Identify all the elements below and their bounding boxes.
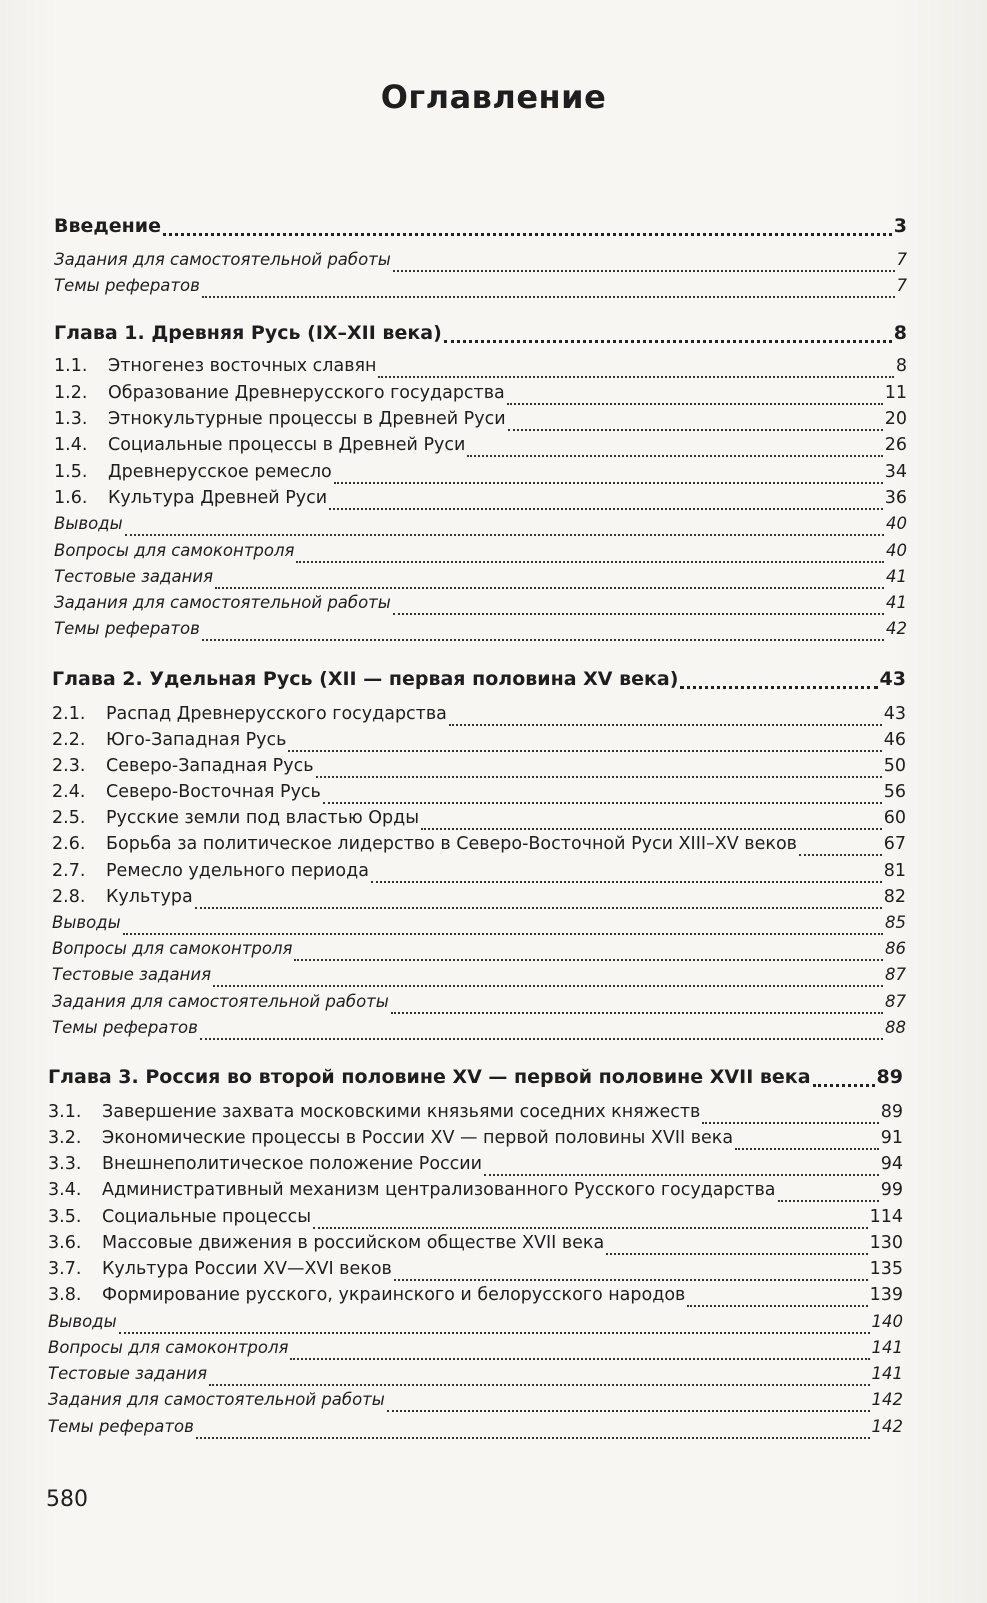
toc-section xyxy=(52,861,906,887)
toc-section-number: 2.3. xyxy=(52,756,86,776)
toc-item xyxy=(48,1417,903,1443)
dot-leader xyxy=(391,1012,883,1014)
toc-item xyxy=(52,1018,906,1044)
toc-label: Внешнеполитическое положение России xyxy=(102,1154,483,1174)
toc-page-number: 142 xyxy=(871,1390,903,1409)
dot-leader xyxy=(449,724,882,726)
toc-page-number: 41 xyxy=(886,593,907,612)
toc-page-number: 82 xyxy=(883,887,906,907)
toc-page-number: 8 xyxy=(893,322,907,344)
toc-page-number: 26 xyxy=(884,435,907,455)
toc-section xyxy=(48,1154,903,1180)
toc-section-number: 3.4. xyxy=(48,1180,82,1200)
toc-label: Социальные процессы xyxy=(102,1207,312,1227)
toc-page-number: 36 xyxy=(884,488,907,508)
toc-label: Северо-Западная Русь xyxy=(106,756,314,776)
toc-page-number: 42 xyxy=(886,619,907,638)
toc-section-number: 1.2. xyxy=(54,383,88,403)
toc-label: Тестовые задания xyxy=(54,567,213,586)
dot-leader xyxy=(196,1437,870,1439)
toc-section xyxy=(48,1259,903,1285)
toc-section-number: 2.8. xyxy=(52,887,86,907)
dot-leader xyxy=(393,613,884,615)
dot-leader xyxy=(202,639,884,641)
dot-leader xyxy=(290,1358,869,1360)
dot-leader xyxy=(378,376,893,378)
toc-section xyxy=(52,704,906,730)
toc-item xyxy=(54,276,907,302)
toc-section xyxy=(48,1285,903,1311)
toc-section xyxy=(48,1128,903,1154)
toc-label: Глава 3. Россия во второй половине XV — первой половине XVII века xyxy=(48,1066,811,1088)
toc-page-number: 3 xyxy=(893,215,907,237)
toc-page-number: 40 xyxy=(886,514,907,533)
toc-page-number: 85 xyxy=(885,913,906,932)
toc-page-number: 141 xyxy=(871,1338,903,1357)
dot-leader xyxy=(119,1332,870,1334)
dot-leader xyxy=(294,959,883,961)
toc-label: Древнерусское ремесло xyxy=(108,462,332,482)
toc-section-number: 2.2. xyxy=(52,730,86,750)
toc-label: Задания для самостоятельной работы xyxy=(54,250,391,269)
dot-leader xyxy=(288,750,881,752)
toc-chapter xyxy=(48,1066,903,1092)
toc-section xyxy=(52,834,906,860)
toc-section xyxy=(54,462,907,488)
dot-leader xyxy=(735,1148,879,1150)
toc-page-number: 67 xyxy=(883,834,906,854)
toc-label: Глава 2. Удельная Русь (XII — первая половина XV века) xyxy=(52,668,679,690)
toc-section-number: 3.8. xyxy=(48,1285,82,1305)
toc-label: Тестовые задания xyxy=(48,1364,207,1383)
toc-label: Северо-Восточная Русь xyxy=(106,782,321,802)
toc-page-number: 43 xyxy=(879,668,906,690)
toc-section xyxy=(54,488,907,514)
toc-label: Тестовые задания xyxy=(52,965,211,984)
toc-label: Задания для самостоятельной работы xyxy=(52,992,389,1011)
toc-page-number: 89 xyxy=(876,1066,903,1088)
toc-section-number: 3.1. xyxy=(48,1102,82,1122)
toc-section-number: 1.3. xyxy=(54,409,88,429)
dot-leader xyxy=(778,1200,879,1202)
toc-section xyxy=(52,782,906,808)
dot-leader xyxy=(215,587,884,589)
toc-page-number: 114 xyxy=(869,1207,903,1227)
dot-leader xyxy=(702,1122,878,1124)
toc-section-number: 3.3. xyxy=(48,1154,82,1174)
toc-section-number: 2.5. xyxy=(52,808,86,828)
toc-label: Культура xyxy=(106,887,193,907)
toc-item xyxy=(54,250,907,276)
dot-leader xyxy=(316,776,882,778)
toc-label: Задания для самостоятельной работы xyxy=(48,1390,385,1409)
toc-item xyxy=(48,1312,903,1338)
toc-label: Культура России XV—XVI веков xyxy=(102,1259,392,1279)
toc-label: Вопросы для самоконтроля xyxy=(48,1338,289,1357)
toc-section-number: 3.7. xyxy=(48,1259,82,1279)
dot-leader xyxy=(467,455,882,457)
toc-item xyxy=(52,965,906,991)
toc-label: Ремесло удельного периода xyxy=(106,861,369,881)
toc-page-number: 60 xyxy=(883,808,906,828)
dot-leader xyxy=(371,881,882,883)
toc-section xyxy=(48,1233,903,1259)
dot-leader xyxy=(123,933,883,935)
toc-item xyxy=(54,541,907,567)
toc-label: Культура Древней Руси xyxy=(108,488,328,508)
toc-item xyxy=(54,567,907,593)
toc-label: Административный механизм централизованного Русского государства xyxy=(102,1180,776,1200)
toc-page-number: 141 xyxy=(871,1364,903,1383)
toc-section xyxy=(48,1102,903,1128)
dot-leader xyxy=(421,828,882,830)
toc-item xyxy=(54,514,907,540)
toc-page-number: 142 xyxy=(871,1417,903,1436)
toc-section-number: 2.6. xyxy=(52,834,86,854)
toc-chapter xyxy=(54,215,907,241)
dot-leader xyxy=(680,686,877,689)
dot-leader xyxy=(329,508,883,510)
dot-leader xyxy=(507,403,883,405)
toc-page-number: 140 xyxy=(871,1312,903,1331)
toc-label: Распад Древнерусского государства xyxy=(106,704,447,724)
toc-label: Задания для самостоятельной работы xyxy=(54,593,391,612)
dot-leader xyxy=(195,907,882,909)
dot-leader xyxy=(313,1227,868,1229)
toc-label: Введение xyxy=(54,215,161,237)
toc-section xyxy=(52,730,906,756)
toc-page-number: 40 xyxy=(886,541,907,560)
toc-page-number: 94 xyxy=(880,1154,903,1174)
toc-page-number: 7 xyxy=(896,250,907,269)
dot-leader xyxy=(213,985,883,987)
toc-section-number: 3.5. xyxy=(48,1207,82,1227)
toc-item xyxy=(48,1364,903,1390)
toc-page-number: 99 xyxy=(880,1180,903,1200)
toc-section xyxy=(54,383,907,409)
toc-page-number: 46 xyxy=(883,730,906,750)
toc-item xyxy=(52,992,906,1018)
toc-section-number: 3.2. xyxy=(48,1128,82,1148)
toc-section-number: 3.6. xyxy=(48,1233,82,1253)
toc-page-number: 88 xyxy=(885,1018,906,1037)
toc-label: Темы рефератов xyxy=(48,1417,194,1436)
toc-label: Темы рефератов xyxy=(54,619,200,638)
dot-leader xyxy=(444,340,892,343)
dot-leader xyxy=(393,270,895,272)
toc-section-number: 2.1. xyxy=(52,704,86,724)
toc-label: Выводы xyxy=(52,913,121,932)
dot-leader xyxy=(606,1253,867,1255)
dot-leader xyxy=(387,1410,870,1412)
toc-label: Формирование русского, украинского и белорусского народов xyxy=(102,1285,686,1305)
toc-section xyxy=(52,808,906,834)
toc-section-number: 1.1. xyxy=(54,356,88,376)
toc-label: Экономические процессы в России XV — первой половины XVII века xyxy=(102,1128,734,1148)
toc-label: Этнокультурные процессы в Древней Руси xyxy=(108,409,506,429)
toc-section-number: 2.4. xyxy=(52,782,86,802)
page-number: 580 xyxy=(46,1487,88,1512)
dot-leader xyxy=(484,1174,879,1176)
toc-item xyxy=(48,1390,903,1416)
dot-leader xyxy=(508,429,883,431)
toc-section xyxy=(48,1180,903,1206)
toc-page-number: 43 xyxy=(883,704,906,724)
toc-label: Выводы xyxy=(48,1312,117,1331)
dot-leader xyxy=(334,482,883,484)
dot-leader xyxy=(296,561,884,563)
toc-label: Темы рефератов xyxy=(52,1018,198,1037)
toc-label: Вопросы для самоконтроля xyxy=(52,939,293,958)
dot-leader xyxy=(799,854,882,856)
dot-leader xyxy=(163,233,892,236)
toc-chapter xyxy=(54,322,907,348)
toc-page-number: 139 xyxy=(869,1285,903,1305)
toc-label: Массовые движения в российском обществе XVII века xyxy=(102,1233,605,1253)
dot-leader xyxy=(125,534,884,536)
dot-leader xyxy=(202,296,895,298)
dot-leader xyxy=(200,1038,883,1040)
toc-page-number: 91 xyxy=(880,1128,903,1148)
toc-section xyxy=(54,409,907,435)
toc-page-number: 86 xyxy=(885,939,906,958)
toc-page-number: 8 xyxy=(895,356,907,376)
toc-label: Завершение захвата московскими князьями соседних княжеств xyxy=(102,1102,701,1122)
toc-page-number: 7 xyxy=(896,276,907,295)
dot-leader xyxy=(813,1084,875,1087)
page-title: Оглавление xyxy=(380,78,607,116)
toc-page-number: 130 xyxy=(869,1233,903,1253)
toc-page-number: 89 xyxy=(880,1102,903,1122)
toc-label: Юго-Западная Русь xyxy=(106,730,287,750)
toc-item xyxy=(52,913,906,939)
toc-page-number: 56 xyxy=(883,782,906,802)
toc-label: Борьба за политическое лидерство в Северо-Восточной Руси XIII–XV веков xyxy=(106,834,797,854)
toc-item xyxy=(48,1338,903,1364)
toc-label: Этногенез восточных славян xyxy=(108,356,377,376)
toc-chapter xyxy=(52,668,906,694)
toc-section xyxy=(54,356,907,382)
toc-item xyxy=(52,939,906,965)
toc-label: Темы рефератов xyxy=(54,276,200,295)
toc-section xyxy=(54,435,907,461)
toc-section xyxy=(52,756,906,782)
toc-label: Социальные процессы в Древней Руси xyxy=(108,435,466,455)
toc-label: Русские земли под властью Орды xyxy=(106,808,420,828)
toc-label: Выводы xyxy=(54,514,123,533)
toc-page-number: 41 xyxy=(886,567,907,586)
toc-item xyxy=(54,593,907,619)
toc-section-number: 1.4. xyxy=(54,435,88,455)
toc-page-number: 50 xyxy=(883,756,906,776)
dot-leader xyxy=(323,802,882,804)
toc-page-number: 20 xyxy=(884,409,907,429)
toc-label: Вопросы для самоконтроля xyxy=(54,541,295,560)
toc-item xyxy=(54,619,907,645)
dot-leader xyxy=(687,1305,867,1307)
toc-section-number: 1.6. xyxy=(54,488,88,508)
toc-section xyxy=(48,1207,903,1233)
toc-section-number: 2.7. xyxy=(52,861,86,881)
toc-page-number: 11 xyxy=(884,383,907,403)
toc-label: Глава 1. Древняя Русь (IX–XII века) xyxy=(54,322,442,344)
toc-page-number: 87 xyxy=(885,965,906,984)
toc-section-number: 1.5. xyxy=(54,462,88,482)
toc-label: Образование Древнерусского государства xyxy=(108,383,505,403)
dot-leader xyxy=(394,1279,868,1281)
toc-page-number: 135 xyxy=(869,1259,903,1279)
toc-page-number: 34 xyxy=(884,462,907,482)
dot-leader xyxy=(209,1384,870,1386)
toc-section xyxy=(52,887,906,913)
toc-page-number: 87 xyxy=(885,992,906,1011)
toc-page-number: 81 xyxy=(883,861,906,881)
